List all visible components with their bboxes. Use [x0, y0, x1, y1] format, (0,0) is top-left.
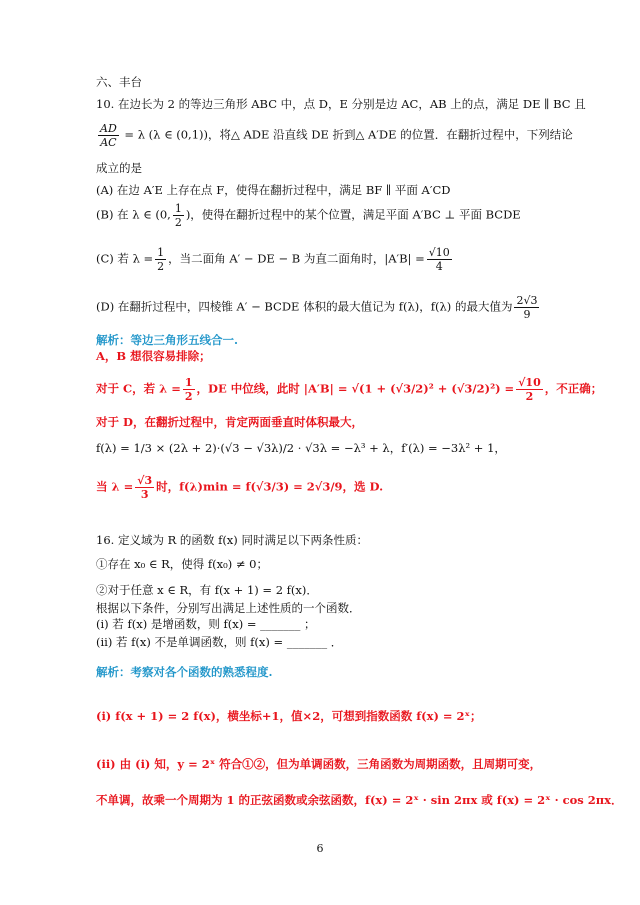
q10-fraction	[98, 122, 119, 149]
sol10-c-post: ，不正确；	[544, 381, 603, 396]
q10-option-d-text: (D) 在翻折过程中，四棱锥 A′ − BCDE 体积的最大值记为 f(λ)，f(λ) 的最大值为	[96, 299, 513, 314]
frac-num: 1	[184, 376, 193, 389]
q16-stem: 16. 定义域为 R 的函数 f(x) 同时满足以下两条性质：	[96, 533, 368, 547]
frac-den: 2	[525, 390, 534, 403]
q10-option-b-post: )，使得在翻折过程中的某个位置，满足平面 A′BC ⊥ 平面 BCDE	[185, 207, 521, 222]
frac-num: 1	[157, 246, 165, 259]
sol10-ab: A，B 想很容易排除；	[96, 349, 211, 363]
sol10-c-mid: ，DE 中位线，此时 |A′B| = √(1 + (√3/2)² + (√3/2)²) =	[196, 381, 515, 396]
q10-option-c-pre: (C) 若 λ =	[96, 251, 154, 266]
sol10-when	[96, 474, 383, 501]
q10-option-a: (A) 在边 A′E 上存在点 F，使得在翻折过程中，满足 BF ∥ 平面 A′CD	[96, 183, 451, 197]
q10-option-b-frac	[173, 202, 184, 229]
sol10-c	[96, 376, 602, 403]
sol10-when-frac	[135, 474, 154, 501]
frac-num: √10	[428, 246, 450, 259]
sol16-part1: (ⅰ) f(x + 1) = 2 f(x)，横坐标+1，值×2，可想到指数函数 f(x) = 2ˣ；	[96, 709, 482, 723]
q10-option-c-mid: ，当二面角 A′ − DE − B 为直二面角时，|A′B| =	[168, 251, 425, 266]
q16-part1: (ⅰ) 若 f(x) 是增函数，则 f(x) = _______ ；	[96, 617, 316, 631]
q10-stem-line3: 成立的是	[96, 161, 142, 175]
sol10-d: 对于 D，在翻折过程中，肯定两面垂直时体积最大，	[96, 415, 363, 429]
page-number: 6	[316, 842, 324, 855]
q10-frac-num: AD	[100, 122, 117, 135]
sol16-part2-line2: 不单调，故乘一个周期为 1 的正弦函数或余弦函数，f(x) = 2ˣ · sin 2πx 或 f(x) = 2ˣ · cos 2πx．	[96, 793, 623, 807]
q16-part2: (ⅱ) 若 f(x) 不是单调函数，则 f(x) = _______ ．	[96, 635, 343, 649]
frac-num: 2√3	[516, 294, 538, 307]
sol10-c-pre: 对于 C，若 λ =	[96, 381, 181, 396]
frac-den: 9	[523, 308, 531, 321]
q10-option-b	[96, 202, 521, 229]
q10-option-c	[96, 246, 454, 273]
q16-cond1: ①存在 x₀ ∈ R，使得 f(x₀) ≠ 0；	[96, 557, 268, 571]
frac-num: 1	[174, 202, 182, 215]
q10-option-c-answer	[427, 246, 452, 273]
q16-cond2: ②对于任意 x ∈ R，有 f(x + 1) = 2 f(x)．	[96, 583, 318, 597]
frac-den: 4	[435, 260, 443, 273]
q16-instruction: 根据以下条件，分别写出满足上述性质的一个函数．	[96, 601, 361, 615]
sol10-when-pre: 当 λ =	[96, 479, 134, 494]
q10-stem-line1: 10. 在边长为 2 的等边三角形 ABC 中，点 D，E 分别是边 AC，AB 上的点，满足 DE ∥ BC 且	[96, 97, 586, 111]
frac-num: √3	[137, 474, 153, 487]
frac-den: 3	[140, 488, 149, 501]
frac-den: 2	[174, 216, 182, 229]
q10-stem-line2-text: = λ (λ ∈ (0,1))，将△ ADE 沿直线 DE 折到△ A′DE 的位置．在翻折过程中，下列结论	[124, 127, 573, 142]
sol10-label: 解析：等边三角形五线合一.	[96, 333, 239, 347]
sol10-when-post: 时，f(λ)min = f(√3/3) = 2√3/9，选 D.	[156, 479, 384, 494]
q10-frac-den: AC	[100, 136, 117, 149]
section-title: 六、丰台	[96, 75, 142, 89]
frac-den: 2	[184, 390, 193, 403]
sol16-part2-line1: (ⅱ) 由 (ⅰ) 知，y = 2ˣ 符合①②，但为单调函数，三角函数为周期函数，且周期可变，	[96, 757, 542, 771]
q10-option-b-pre: (B) 在 λ ∈ (0,	[96, 207, 171, 222]
q10-option-d-frac	[514, 294, 539, 321]
q10-option-c-frac	[155, 246, 166, 273]
frac-den: 2	[157, 260, 165, 273]
sol10-formula: f(λ) = 1/3 × (2λ + 2)·(√3 − √3λ)/2 · √3λ = −λ³ + λ，f′(λ) = −3λ² + 1，	[96, 441, 506, 455]
sol10-c-frac	[183, 376, 195, 403]
q10-stem-line2	[96, 122, 573, 149]
sol16-label: 解析：考察对各个函数的熟悉程度.	[96, 665, 273, 679]
q10-option-d	[96, 294, 541, 321]
frac-num: √10	[518, 376, 541, 389]
sol10-c-result	[516, 376, 543, 403]
